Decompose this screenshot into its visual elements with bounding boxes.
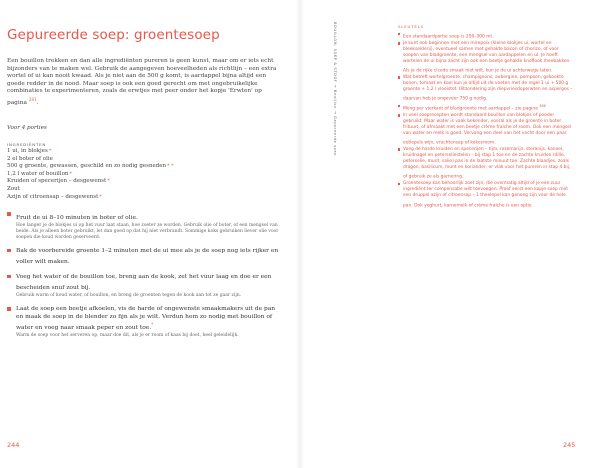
tips-heading: SLEUTELS bbox=[398, 24, 424, 29]
ingredient-list bbox=[7, 148, 277, 201]
page-title: Gepureerde soep: groentesoep bbox=[7, 27, 220, 43]
method-step bbox=[7, 306, 281, 339]
ingredient-text: 1 ui, in blokjes bbox=[7, 148, 48, 154]
ingredient-ref: * bbox=[69, 170, 72, 177]
tip-text: Een standaardportie soep is 250–300 ml. bbox=[403, 34, 494, 40]
tip-item bbox=[398, 31, 574, 41]
step-note: Warm de soep voor het serveren op, maar doe dit, als je er room of kaas bij doet, heel geleidelijk. bbox=[16, 333, 239, 339]
step-bullet bbox=[7, 307, 11, 311]
servings: Voor 4 porties bbox=[7, 125, 47, 131]
ingredient-text: Azijn of citroensap – desgewenst bbox=[7, 193, 99, 200]
ingredient-item bbox=[7, 156, 277, 164]
tip-item bbox=[398, 181, 574, 209]
running-head-sub: Bouillon → Gepureerde soep bbox=[333, 89, 337, 157]
tip-text: Je kunt ook beginnen met een mirepoix (kleine blokjes ui, wortel en bleekselderij), eventueel samen met gehakte bacon of chorizo, of voor soepen van bladgroente, een mengsel van aardappelen en ui. Je hoeft wortelen de ui bijna zacht zijn ook een beetje gehakte knoflook meebakken. Als je de rijke cicede smaak niet wilt, kun je de ui achterwege laten. bbox=[403, 40, 571, 74]
step-main-text: Laat de soep een beetje afkoelen, vis de harde of ongewenste smaakmakers uit de pan en maak de soep in de blender zo fijn als je wilt. Verdun hem zo nodig met bouillon of water en voeg naar smaak peper en zout toe. bbox=[16, 306, 276, 331]
intro-end: . bbox=[36, 99, 39, 106]
tip-bullet bbox=[398, 105, 400, 107]
step-note: Gebruik warm of koud water, of bouillon, en breng de groenten tegen de kook aan tot ze gaar zijn. bbox=[16, 293, 242, 299]
step-text bbox=[16, 211, 281, 222]
ingredient-ref: * bbox=[99, 193, 102, 200]
step-bullet bbox=[7, 249, 11, 253]
tip-item bbox=[398, 113, 574, 147]
method-step bbox=[7, 211, 281, 241]
ingredient-item bbox=[7, 194, 277, 202]
step-text bbox=[16, 274, 281, 293]
step-bullet bbox=[7, 275, 11, 279]
tips-list bbox=[398, 31, 574, 209]
method-steps bbox=[7, 211, 281, 346]
ingredient-text: Kruiden of specerijen – desgewenst bbox=[7, 178, 107, 185]
method-step bbox=[7, 274, 281, 300]
tip-item bbox=[398, 147, 574, 181]
step-text bbox=[16, 248, 281, 267]
intro-paragraph bbox=[7, 58, 277, 107]
running-head-sep: → bbox=[333, 84, 337, 89]
ingredient-item bbox=[7, 171, 277, 179]
ingredient-item bbox=[7, 178, 277, 186]
tips-column bbox=[300, 0, 600, 468]
tip-text: Groentesoep kan behoorlijk zoet zijn, die overmatig altijd of je een zuur ingrediënt ter compensatie wilt toevoegen. Proef eerst een kopje soep met een druppel azijn of citroensap – 1 theelepel kan genoeg zijn voor de hele pan. Ook yoghurt, karnemelk of crème fraîche is een optie. bbox=[403, 181, 568, 209]
step-main-text: Bak de voorbereide groente 1–2 minuten met de ui mee als je de soep nog iets rijker en voller wilt maken. bbox=[16, 247, 279, 266]
tip-item bbox=[398, 41, 574, 75]
tip-text: Wat betreft wortelgroente, champignons, aubergine, pompoen, gekookte bonen, tomaat en kool kun je altijd uit de voeten met de regel 1 ui + 500 g groente + 1,2 l vloeistof. Uitzondering zijn diepvriesdoperwten en asperges – daarvan heb je ongeveer 750 g nodig. bbox=[403, 74, 573, 102]
ingredient-text: 500 g groente, gewassen, geschild en zo nodig gesneden bbox=[7, 163, 167, 170]
ingredient-text: 2 el boter of olie bbox=[7, 155, 53, 162]
page-number-left: 244 bbox=[7, 441, 20, 449]
tip-item bbox=[398, 75, 574, 103]
step-bullet bbox=[7, 212, 11, 216]
page-number-right: 245 bbox=[563, 441, 576, 449]
tip-bullet bbox=[398, 42, 400, 44]
intro-page-ref: 281 bbox=[28, 96, 37, 102]
ingredient-item bbox=[7, 163, 277, 171]
ingredient-text: Zout bbox=[7, 185, 20, 192]
ingredient-ref: * bbox=[107, 178, 110, 185]
ingredient-item bbox=[7, 148, 277, 156]
step-main-text: Voeg het water of de bouillon toe, breng aan de kook, zet het vuur laag en doe er een bescheiden snuf zout bij. bbox=[16, 273, 272, 291]
step-text bbox=[16, 306, 281, 332]
tip-text: In veel soeprecepten wordt standaard bouillon van blokjes of poeder gebruikt. Maar water is vaak bekender, vooral als je de groente in boter frituurt, of afmaakt met een beetje crème fraîche of room. Ook een mengsel van water en melk is goed. Vervang een deel van het vocht door een paar eetlepels wijn, vruchtensap of kokosroom. bbox=[403, 112, 572, 146]
tip-bullet bbox=[398, 114, 400, 116]
tip-bullet bbox=[398, 33, 400, 35]
running-head-section: BOUILLON, SOEP & STOOF bbox=[333, 22, 337, 83]
step-ref: * bbox=[151, 321, 154, 327]
ingredient-ref: * bbox=[48, 148, 52, 154]
tip-text: Meng per vierkant of bladgroente met aardappel – zie pagina bbox=[403, 106, 538, 112]
tip-bullet bbox=[398, 183, 400, 185]
ingredient-item bbox=[7, 186, 277, 194]
step-main-text: Fruit de ui 8–10 minuten in boter of olie. bbox=[16, 214, 138, 221]
tip-bullet bbox=[398, 76, 400, 78]
tip-text: Voeg de harde kruiden en specerijen – tijm, rozemarijn, steranijs, kaneel, kruidnagel en peterseliestelen – bij stap 1 toe en de zachte kruiden (dille, peterselie, munt, salie) pas in de laatste minuut toe. Zachte blaadjes, zoals dragon, basilicum, munt en koriander, er vlak voor het pureren in stap 4 bij, of gebruik ze als garnering. bbox=[403, 146, 571, 180]
ingredients-heading: INGREDIËNTEN bbox=[7, 142, 47, 147]
tip-ref: 366 bbox=[539, 103, 546, 108]
tip-item bbox=[398, 103, 574, 113]
method-step bbox=[7, 248, 281, 267]
step-note: Hoe langer je de blokjes ui op het vuur laat staan, hoe zoeter ze worden. Gebruik olie of boter, of een mengsel van beide. Als je alleen boter gebruikt, let dan goed op dat hij niet verbrandt. Sommige koks gebruiken liever olie voor soepen die koud worden geserveerd. bbox=[16, 223, 279, 240]
intro-text: Een bouillon trekken en dan alle ingrediënten pureren is geen kunst, maar om er iets echt bijzonders van te maken wel. Gebruik de aangegeven hoeveelheden als richtlijn – een extra wortel of ui kan nooit kwaad. Als je niet aan de 500 g komt, is aardappel bijna altijd een goede redder in de nood. Maar soep is ook een goed gerecht om met ongebruikelijke combinaties te experimenteren, zoals de erwtjes met peer onder het kopje 'Erwten' op pagina bbox=[7, 58, 277, 106]
ingredient-text: 1,2 l water of bouillon bbox=[7, 170, 69, 177]
tip-bullet bbox=[398, 148, 400, 150]
ingredient-ref: * * bbox=[167, 163, 174, 170]
